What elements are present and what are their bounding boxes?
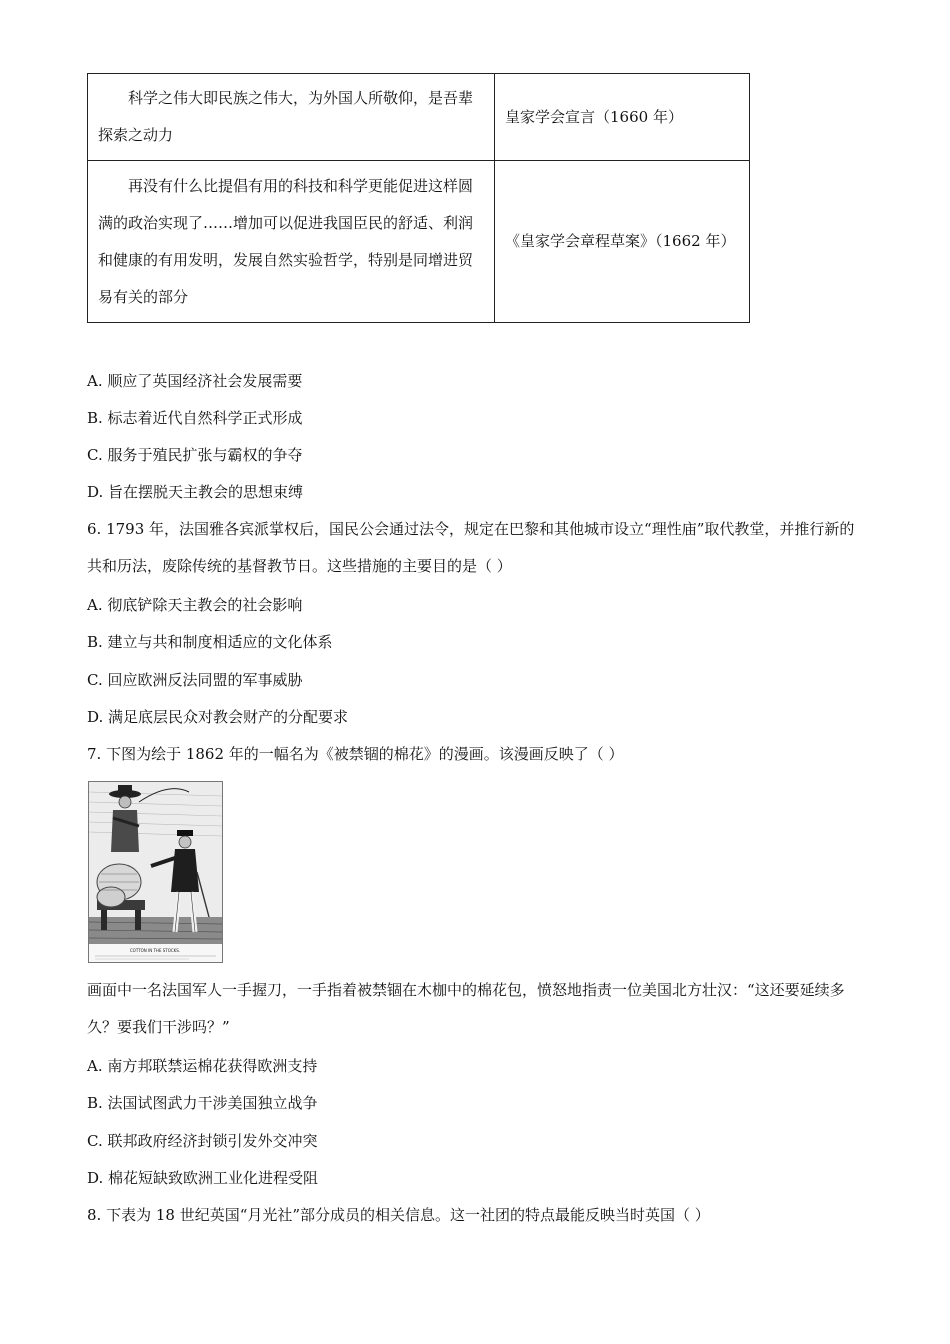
- table-quote-cell: [88, 161, 495, 323]
- q7-description: 画面中一名法国军人一手握刀，一手指着被禁锢在木枷中的棉花包，愤怒地指责一位美国北方壮汉：“这还要延续多久？要我们干涉吗？”: [87, 981, 845, 1036]
- q6-option-c: C. 回应欧洲反法同盟的军事威胁: [87, 671, 303, 689]
- q6-option-b: B. 建立与共和制度相适应的文化体系: [87, 633, 333, 651]
- q6-option-d: D. 满足底层民众对教会财产的分配要求: [87, 708, 349, 726]
- q7-option-b: B. 法国试图武力干涉美国独立战争: [87, 1094, 318, 1112]
- quote-text: 再没有什么比提倡有用的科技和科学更能促进这样圆满的政治实现了……增加可以促进我国臣民的舒适、利润和健康的有用发明，发展自然实验哲学，特别是同增进贸易有关的部分: [98, 176, 474, 306]
- table-source-cell: 《皇家学会章程草案》（1662 年）: [495, 161, 750, 323]
- q5-option-d: D. 旨在摆脱天主教会的思想束缚: [87, 483, 304, 501]
- cartoon-caption: COTTON IN THE STOCKS.: [129, 948, 181, 953]
- q7-option-a: A. 南方邦联禁运棉花获得欧洲支持: [87, 1057, 318, 1075]
- quote-text: 科学之伟大即民族之伟大，为外国人所敬仰，是吾辈探索之动力: [98, 89, 474, 144]
- table-source-cell: 皇家学会宣言（1660 年）: [495, 74, 750, 161]
- table-quote-cell: [88, 74, 495, 161]
- q8-stem: 8. 下表为 18 世纪英国“月光社”部分成员的相关信息。这一社团的特点最能反映当时英国（ ）: [87, 1206, 710, 1224]
- q6-option-a: A. 彻底铲除天主教会的社会影响: [87, 596, 303, 614]
- source-table: [87, 73, 750, 323]
- cartoon-drawing: [89, 782, 222, 962]
- q7-option-d: D. 棉花短缺致欧洲工业化进程受阻: [87, 1169, 319, 1187]
- q7-stem: 7. 下图为绘于 1862 年的一幅名为《被禁锢的棉花》的漫画。该漫画反映了（ ）: [87, 745, 624, 763]
- table-row: [88, 161, 750, 323]
- q5-option-a: A. 顺应了英国经济社会发展需要: [87, 372, 303, 390]
- cartoon-image: [88, 781, 223, 963]
- q5-option-b: B. 标志着近代自然科学正式形成: [87, 409, 303, 427]
- table-row: [88, 74, 750, 161]
- q5-option-c: C. 服务于殖民扩张与霸权的争夺: [87, 446, 303, 464]
- q6-stem: 6. 1793 年，法国雅各宾派掌权后，国民公会通过法令，规定在巴黎和其他城市设立“理性庙”取代教堂，并推行新的共和历法，废除传统的基督教节日。这些措施的主要目的是（ ）: [87, 520, 855, 575]
- q7-option-c: C. 联邦政府经济封锁引发外交冲突: [87, 1132, 318, 1150]
